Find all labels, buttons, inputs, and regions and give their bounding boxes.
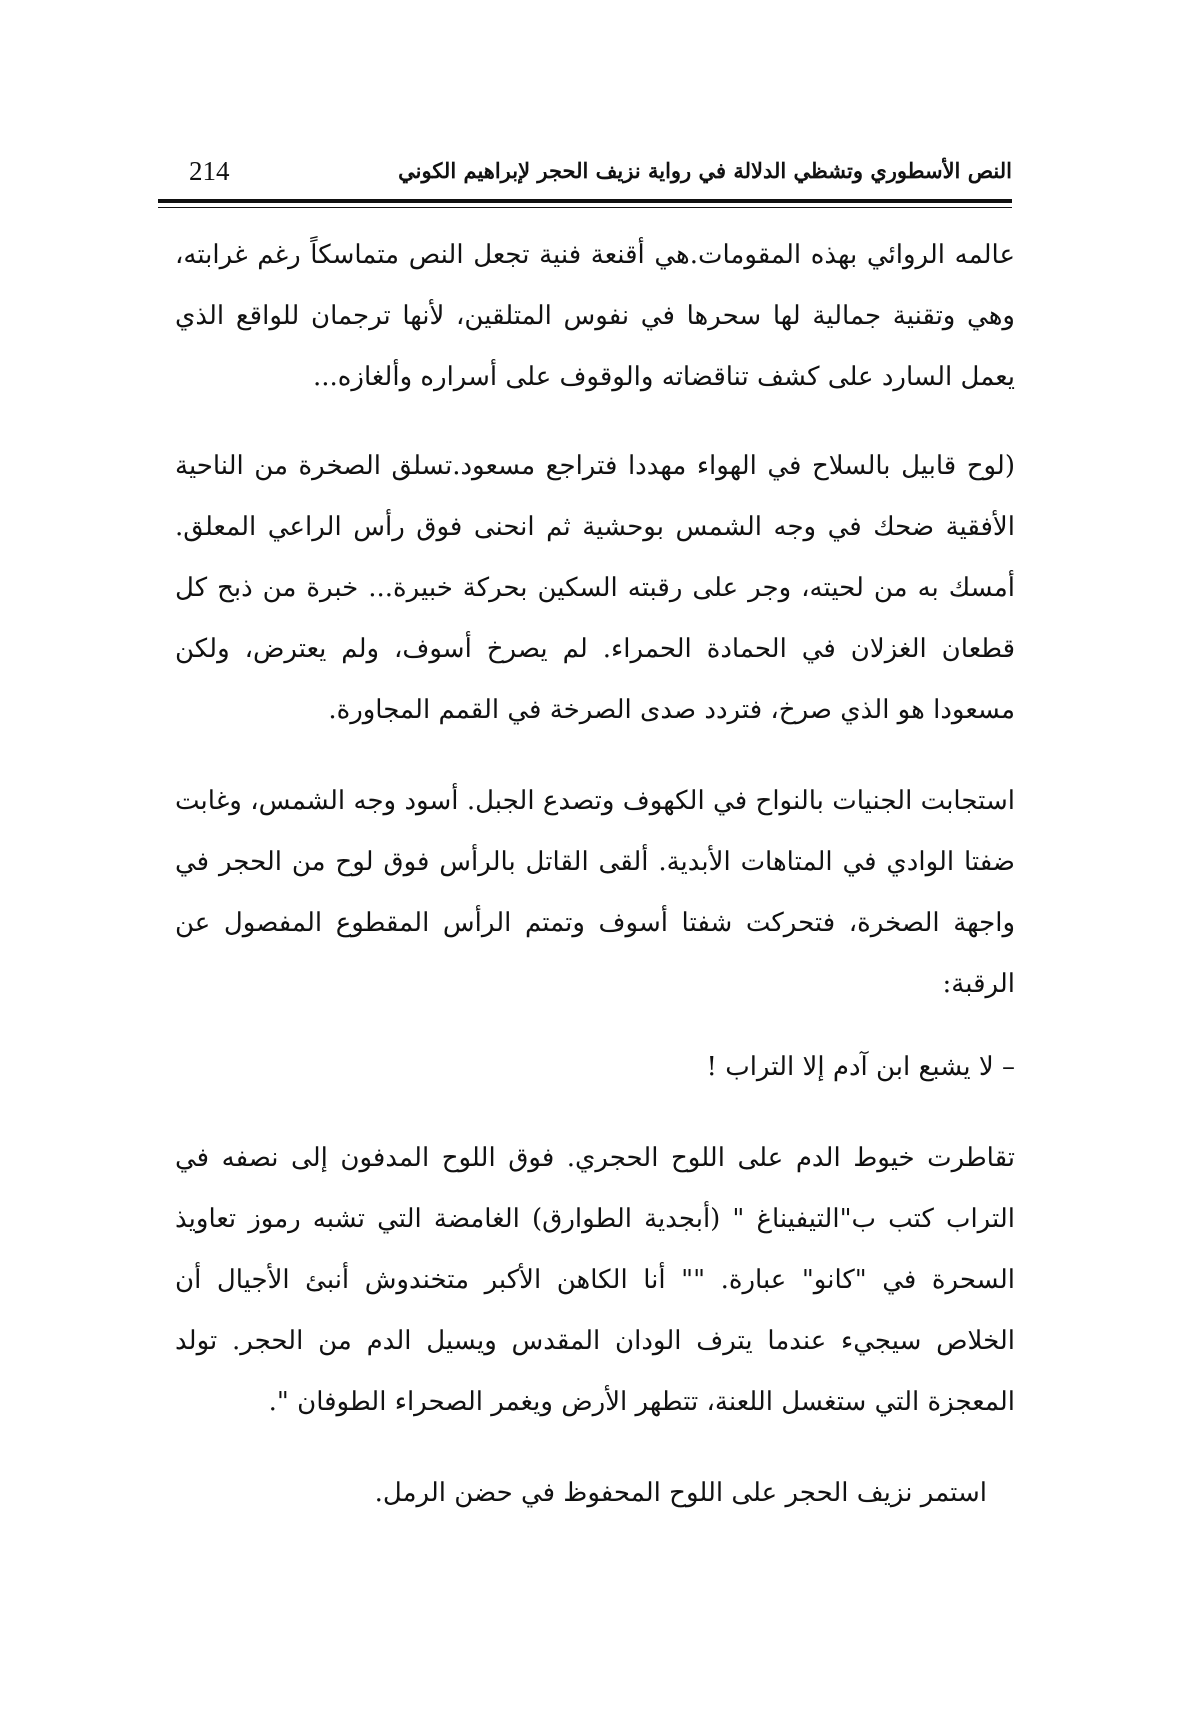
paragraph-6: استمر نزيف الحجر على اللوح المحفوظ في حضن الرمل.	[374, 1478, 987, 1508]
paragraph-4-dialogue: – لا يشبع ابن آدم إلا التراب !	[706, 1052, 1015, 1082]
page-number: 214	[189, 156, 230, 186]
header-rule-thick	[158, 199, 1012, 203]
running-title: النص الأسطوري وتشظي الدلالة في رواية نزيف الحجر لإبراهيم الكوني	[398, 158, 1012, 183]
paragraph-1: عالمه الروائي بهذه المقومات.هي أقنعة فنية تجعل النص متماسكاً رغم غرابته، وهي وتقنية جمالية لها سحرها في نفوس المتلقين، لأنها ترجمان للواقع الذي يعمل السارد على كشف تناقضاته والوقوف على أسراره وألغازه...	[175, 240, 1015, 392]
paragraph-5: تقاطرت خيوط الدم على اللوح الحجري. فوق اللوح المدفون إلى نصفه في التراب كتب ب"التيفيناغ " (أبجدية الطوارق) الغامضة التي تشبه رموز تعاويذ السحرة في "كانو" عبارة. "" أنا الكاهن الأكبر متخندوش أنبئ الأجيال أن الخلاص سيجيء عندما يترف الودان المقدس ويسيل الدم من الحجر. تولد المعجزة التي ستغسل اللعنة، تتطهر الأرض ويغمر الصحراء الطوفان ".	[175, 1143, 1015, 1417]
paragraph-2-quote: (لوح قابيل بالسلاح في الهواء مهددا فتراجع مسعود.تسلق الصخرة من الناحية الأفقية ضحك في وجه الشمس بوحشية ثم انحنى فوق رأس الراعي المعلق. أمسك به من لحيته، وجر على رقبته السكين بحركة خبيرة... خبرة من ذبح كل قطعان الغزلان في الحمادة الحمراء. لم يصرخ أسوف، ولم يعترض، ولكن مسعودا هو الذي صرخ، فتردد صدى الصرخة في القمم المجاورة.	[175, 451, 1015, 725]
header-rule-thin	[158, 207, 1012, 208]
paragraph-3: استجابت الجنيات بالنواح في الكهوف وتصدع الجبل. أسود وجه الشمس، وغابت ضفتا الوادي في المتاهات الأبدية. ألقى القاتل بالرأس فوق لوح من الحجر في واجهة الصخرة، فتحركت شفتا أسوف وتمتم الرأس المقطوع المفصول عن الرقبة:	[175, 786, 1015, 999]
page-header	[175, 150, 1012, 200]
body-text	[175, 225, 1015, 1524]
